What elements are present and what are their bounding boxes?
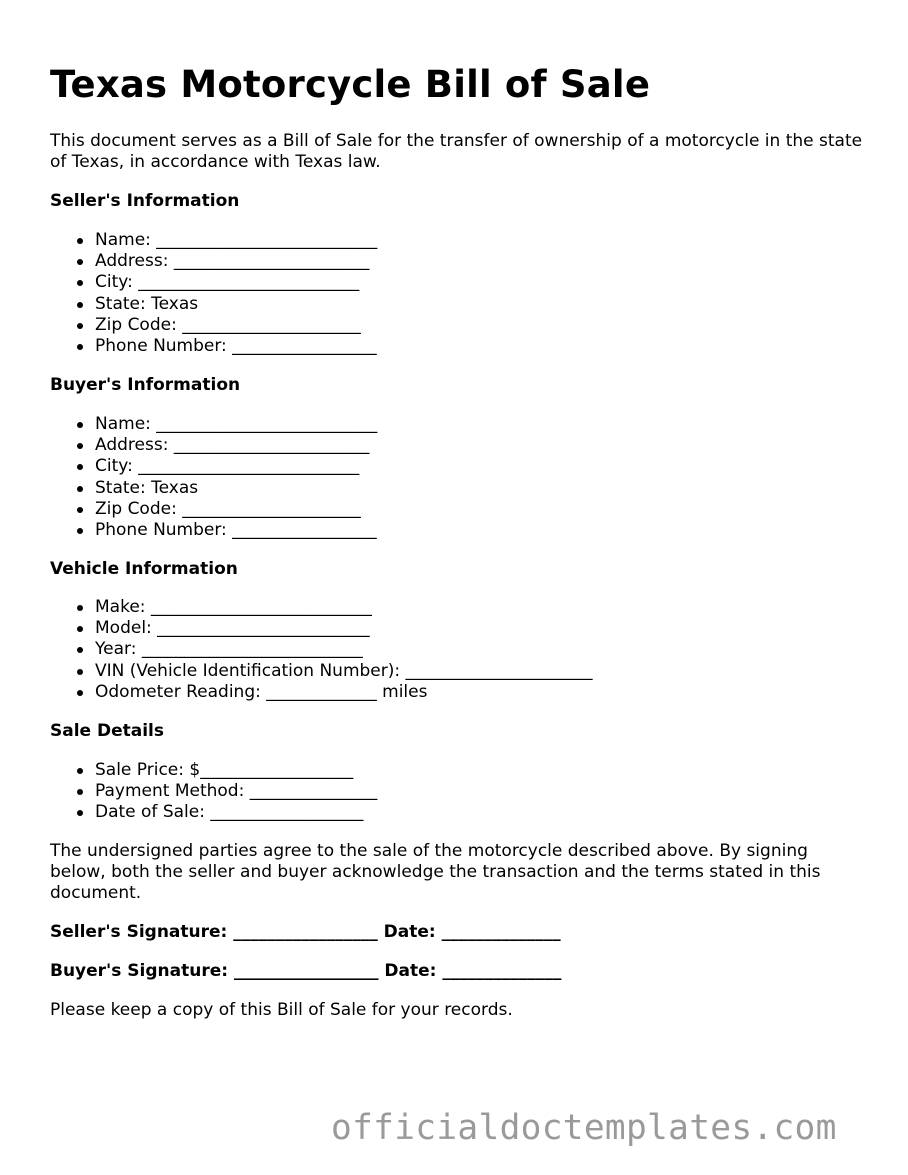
vehicle-odometer-field[interactable]: Odometer Reading: _____________ miles bbox=[50, 682, 593, 703]
vehicle-year-field[interactable]: Year: __________________________ bbox=[50, 639, 593, 660]
seller-state-field: State: Texas bbox=[50, 294, 377, 315]
seller-phone-field[interactable]: Phone Number: _________________ bbox=[50, 336, 377, 357]
buyer-signature-line[interactable]: Buyer's Signature: _________________ Date: ______________ bbox=[50, 961, 562, 981]
sale-price-field[interactable]: Sale Price: $__________________ bbox=[50, 760, 377, 781]
vehicle-fields-list bbox=[50, 597, 593, 703]
seller-section-heading: Seller's Information bbox=[50, 191, 240, 211]
watermark-text: officialdoctemplates.com bbox=[331, 1108, 837, 1148]
seller-address-field[interactable]: Address: _______________________ bbox=[50, 251, 377, 272]
seller-signature-line[interactable]: Seller's Signature: _________________ Date: ______________ bbox=[50, 922, 561, 942]
seller-fields-list bbox=[50, 230, 377, 357]
buyer-phone-field[interactable]: Phone Number: _________________ bbox=[50, 520, 377, 541]
buyer-address-field[interactable]: Address: _______________________ bbox=[50, 435, 377, 456]
buyer-section-heading: Buyer's Information bbox=[50, 375, 241, 395]
page-title: Texas Motorcycle Bill of Sale bbox=[50, 63, 651, 106]
sale-fields-list bbox=[50, 760, 377, 824]
buyer-name-field[interactable]: Name: __________________________ bbox=[50, 414, 377, 435]
records-note: Please keep a copy of this Bill of Sale for your records. bbox=[50, 1000, 513, 1020]
seller-city-field[interactable]: City: __________________________ bbox=[50, 272, 377, 293]
vehicle-model-field[interactable]: Model: _________________________ bbox=[50, 618, 593, 639]
buyer-zip-field[interactable]: Zip Code: _____________________ bbox=[50, 499, 377, 520]
vehicle-make-field[interactable]: Make: __________________________ bbox=[50, 597, 593, 618]
buyer-state-field: State: Texas bbox=[50, 478, 377, 499]
seller-name-field[interactable]: Name: __________________________ bbox=[50, 230, 377, 251]
sale-section-heading: Sale Details bbox=[50, 721, 165, 741]
seller-zip-field[interactable]: Zip Code: _____________________ bbox=[50, 315, 377, 336]
payment-method-field[interactable]: Payment Method: _______________ bbox=[50, 781, 377, 802]
intro-paragraph: This document serves as a Bill of Sale for the transfer of ownership of a motorcycle in the state of Texas, in accordance with Texas law. bbox=[50, 131, 863, 172]
agreement-paragraph: The undersigned parties agree to the sale of the motorcycle described above. By signing below, both the seller and buyer acknowledge the transaction and the terms stated in this document. bbox=[50, 841, 821, 903]
vehicle-vin-field[interactable]: VIN (Vehicle Identification Number): ______________________ bbox=[50, 661, 593, 682]
buyer-city-field[interactable]: City: __________________________ bbox=[50, 456, 377, 477]
buyer-fields-list bbox=[50, 414, 377, 541]
vehicle-section-heading: Vehicle Information bbox=[50, 559, 238, 579]
date-of-sale-field[interactable]: Date of Sale: __________________ bbox=[50, 802, 377, 823]
